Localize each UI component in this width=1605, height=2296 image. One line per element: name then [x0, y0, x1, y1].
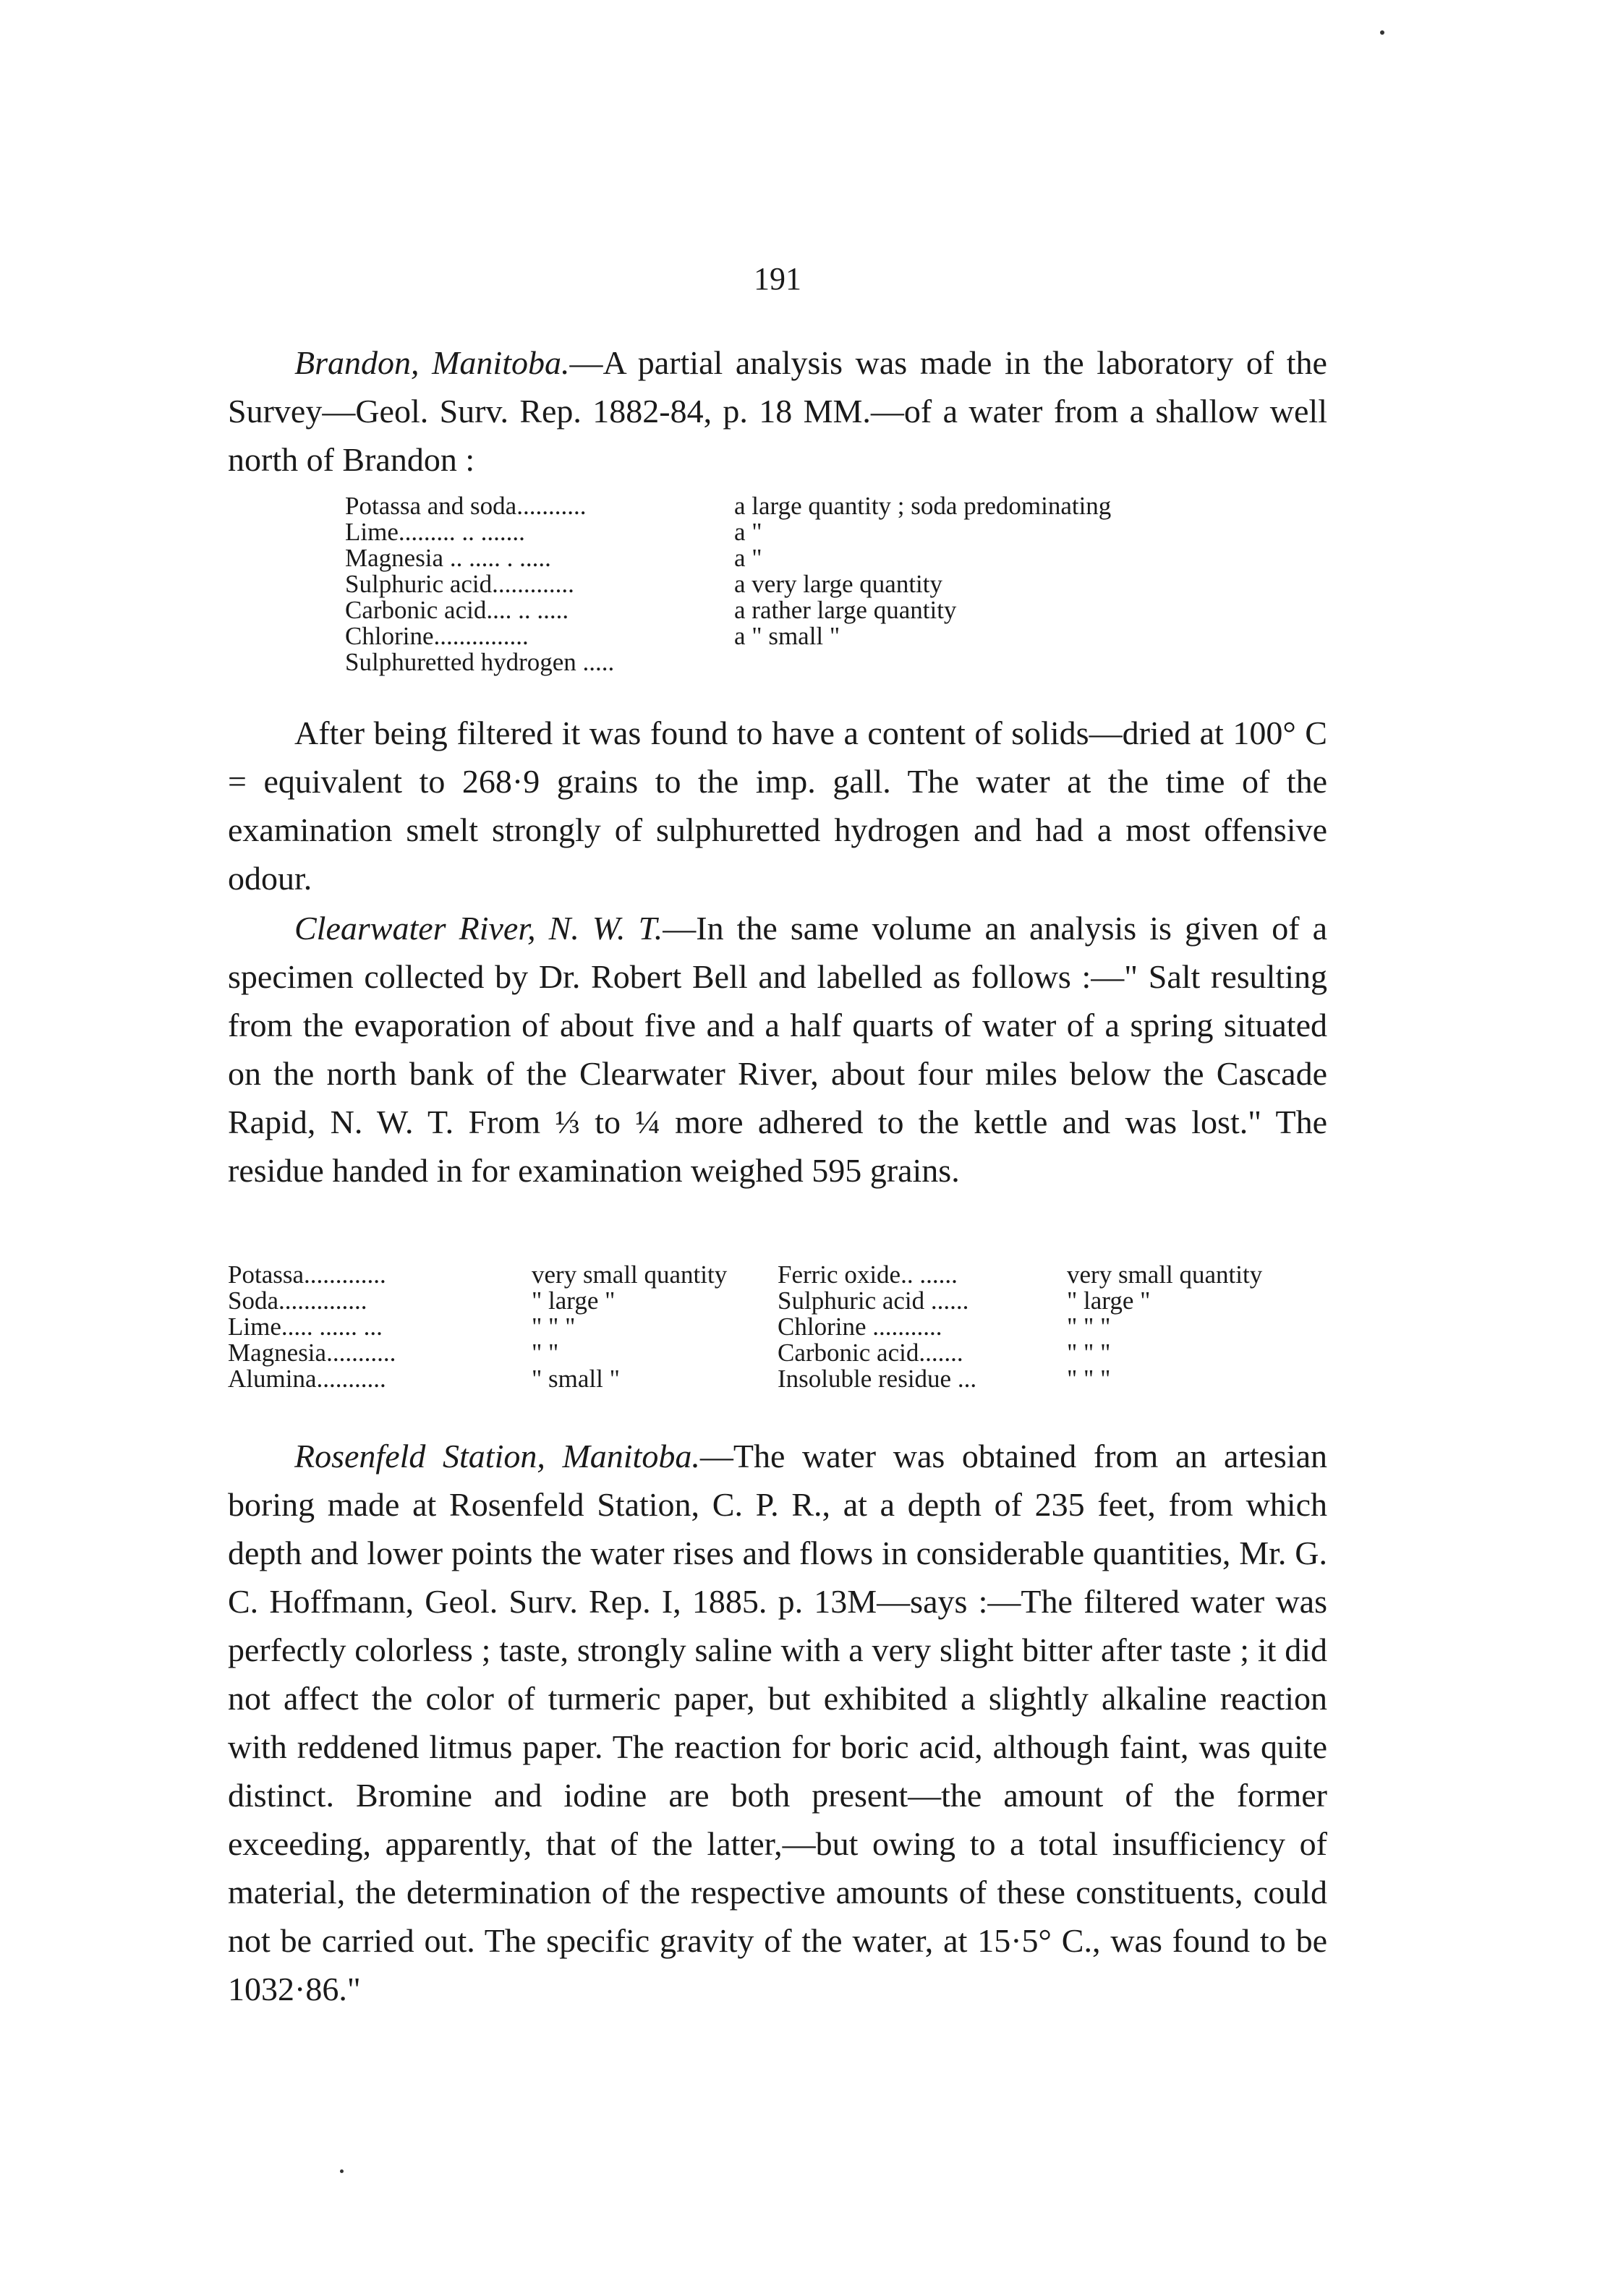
- table-row: [778, 1366, 1327, 1392]
- table-item: Sulphuric acid.............: [345, 570, 574, 598]
- table-row: [345, 519, 1111, 545]
- table-item: Magnesia...........: [228, 1339, 396, 1367]
- brandon-analysis-table: [345, 493, 1111, 675]
- table-row: [778, 1262, 1327, 1288]
- clearwater-paragraph: [228, 904, 1327, 1195]
- table-item: Potassa and soda...........: [345, 492, 587, 520]
- table-item: Lime..... ...... ...: [228, 1313, 383, 1341]
- brandon-text: —A partial analysis was made in the laboratory of the Survey—Geol. Surv. Rep. 1882-84, p. 18 MM.—of a water from a shallow well north of Brandon :: [228, 344, 1327, 478]
- table-row: [228, 1340, 778, 1366]
- table-value: a ": [734, 544, 762, 572]
- table-value: " " ": [1067, 1313, 1111, 1341]
- table-value: " " ": [532, 1313, 576, 1341]
- table-value: a " small ": [734, 622, 840, 650]
- table-row: [778, 1314, 1327, 1340]
- table-value: " " ": [1067, 1339, 1111, 1367]
- table-item: Carbonic acid.......: [778, 1339, 963, 1367]
- rosenfeld-paragraph: [228, 1432, 1327, 2013]
- table-value: " ": [532, 1339, 559, 1367]
- table-value: a very large quantity: [734, 570, 942, 598]
- table-row: [345, 649, 1111, 675]
- brandon-paragraph: [228, 338, 1327, 484]
- table-item: Lime......... .. .......: [345, 518, 525, 546]
- page-number: 191: [754, 261, 801, 296]
- table-item: Magnesia .. ..... . .....: [345, 544, 551, 572]
- table-item: Ferric oxide.. ......: [778, 1260, 958, 1289]
- table-item: Sulphuretted hydrogen .....: [345, 648, 615, 676]
- table-row: [345, 597, 1111, 623]
- table-value: a ": [734, 518, 762, 546]
- table-item: Chlorine ...........: [778, 1313, 942, 1341]
- brandon-heading: Brandon, Manitoba.: [294, 344, 570, 381]
- table-row: [345, 493, 1111, 519]
- table-row: [228, 1288, 778, 1314]
- table-value: " small ": [532, 1365, 620, 1393]
- table-item: Sulphuric acid ......: [778, 1286, 969, 1315]
- clearwater-text: —In the same volume an analysis is given of a specimen collected by Dr. Robert Bell and labelled as follows :—" Salt resulting from the evaporation of about five and a half quarts of water of a spring situated on the north bank of the Clearwater River, about four miles below the Cascade Rapid, N. W. T. From ⅓ to ¼ more adhered to the kettle and was lost." The residue handed in for examination weighed 595 grains.: [228, 910, 1327, 1189]
- table-row: [345, 623, 1111, 649]
- table-value: " large ": [532, 1286, 616, 1315]
- table-value: a large quantity ; soda predominating: [734, 492, 1112, 520]
- table-row: [228, 1366, 778, 1392]
- table-row: [778, 1340, 1327, 1366]
- table-row: [228, 1262, 778, 1288]
- clearwater-analysis-table: [228, 1262, 1327, 1392]
- speck-mark: [1380, 30, 1384, 35]
- speck-mark: [340, 2169, 344, 2173]
- table-value: a rather large quantity: [734, 596, 957, 624]
- rosenfeld-heading: Rosenfeld Station, Manitoba.: [294, 1438, 700, 1475]
- clearwater-heading: Clearwater River, N. W. T.: [294, 910, 663, 947]
- table-value: very small quantity: [532, 1260, 728, 1289]
- table-item: Soda..............: [228, 1286, 367, 1315]
- table-value: " " ": [1067, 1365, 1111, 1393]
- brandon-after-text: After being filtered it was found to have a content of solids—dried at 100° C = equivalent to 268·9 grains to the imp. gall. The water at the time of the examination smelt strongly of sulphuretted hydrogen and had a most offensive odour.: [228, 714, 1327, 897]
- clearwater-table-right: [778, 1262, 1327, 1392]
- table-row: [778, 1288, 1327, 1314]
- table-value: very small quantity: [1067, 1260, 1263, 1289]
- table-item: Alumina...........: [228, 1365, 386, 1393]
- table-item: Insoluble residue ...: [778, 1365, 977, 1393]
- table-item: Carbonic acid.... .. .....: [345, 596, 569, 624]
- table-row: [345, 571, 1111, 597]
- table-row: [228, 1314, 778, 1340]
- table-item: Potassa.............: [228, 1260, 386, 1289]
- table-item: Chlorine...............: [345, 622, 529, 650]
- clearwater-table-left: [228, 1262, 778, 1392]
- table-value: " large ": [1067, 1286, 1151, 1315]
- table-row: [345, 545, 1111, 571]
- rosenfeld-text: —The water was obtained from an artesian boring made at Rosenfeld Station, C. P. R., at a depth of 235 feet, from which depth and lower points the water rises and flows in considerable quantities, Mr. G. C. Hoffmann, Geol. Surv. Rep. I, 1885. p. 13M—says :—The filtered water was perfectly colorless ; taste, strongly saline with a very slight bitter after taste ; it did not affect the color of turmeric paper, but exhibited a slightly alkaline reaction with reddened litmus paper. The reaction for boric acid, although faint, was quite distinct. Bromine and iodine are both present—the amount of the former exceeding, apparently, that of the latter,—but owing to a total insufficiency of material, the determination of the respective amounts of these constituents, could not be carried out. The specific gravity of the water, at 15·5° C., was found to be 1032·86.": [228, 1438, 1327, 2007]
